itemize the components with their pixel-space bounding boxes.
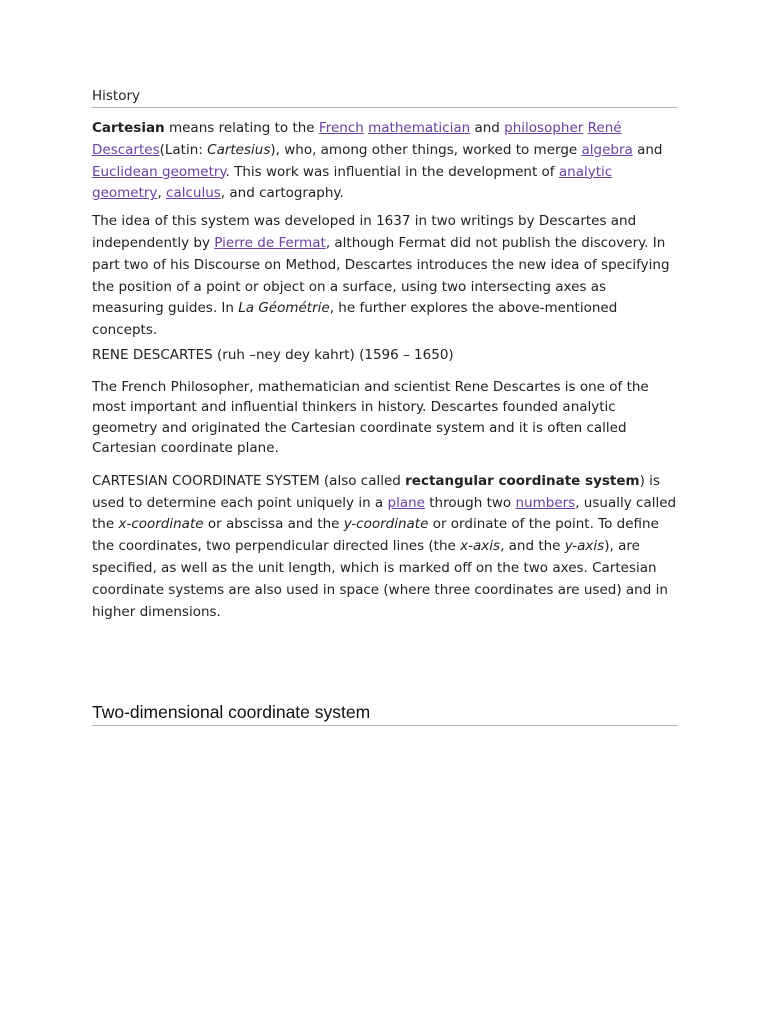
link-euclidean-geometry[interactable]: Euclidean geometry [92,163,226,180]
paragraph-cartesian-definition: Cartesian means relating to the French mathematician and philosopher René Descartes(Latin: Cartesius), who, among other things, worked to merge algebra and Euclidean geometry. This work was influential in the development of analytic geometry, calculus, and cartography. [92,120,663,202]
link-numbers[interactable]: numbers [515,494,576,511]
document-body [92,86,678,623]
link-mathematician[interactable]: mathematician [368,120,471,136]
latin-name: Cartesius [207,141,271,158]
link-french[interactable]: French [318,120,364,136]
book-title-la-geometrie: La Géométrie [238,300,330,317]
term-x-coordinate: x-coordinate [118,516,204,533]
two-dimensional-heading: Two-dimensional coordinate system [92,700,678,726]
paragraph-cartesian-coordinate-system: CARTESIAN COORDINATE SYSTEM (also called rectangular coordinate system) is used to determine each point uniquely in a plane through two numbers, usually called the x-coordinate or abscissa and the y-coordinate or ordinate of the point. To define the coordinates, two perpendicular directed lines (the x-axis, and the y-axis), are specified, as well as the unit length, which is marked off on the two axes. Cartesian coordinate systems are also used in space (where three coordinates are used) and in higher dimensions. [92,472,677,620]
link-philosopher[interactable]: philosopher [504,120,584,136]
link-analytic-geometry[interactable]: analytic geometry [92,163,613,202]
link-rene-descartes[interactable]: René Descartes [92,120,622,158]
link-algebra[interactable]: algebra [581,141,633,158]
term-rectangular-coordinate-system: rectangular coordinate system [405,472,640,489]
term-y-coordinate: y-coordinate [343,516,429,533]
paragraph-descartes-bio: The French Philosopher, mathematician and scientist Rene Descartes is one of the most important and influential thinkers in history. Descartes founded analytic geometry and originated the Cartesian coordinate system and it is often called Cartesian coordinate plane. [92,378,649,457]
term-y-axis: y-axis [564,538,605,555]
history-heading: History [92,86,678,108]
paragraph-system-origin: The idea of this system was developed in 1637 in two writings by Descartes and independently by Pierre de Fermat, although Fermat did not publish the discovery. In part two of his Discourse on Method, Descartes introduces the new idea of specifying the position of a point or object on a surface, using two intersecting axes as measuring guides. In La Géométrie, he further explores the above-mentioned concepts. [92,213,670,339]
link-plane[interactable]: plane [387,494,425,511]
term-x-axis: x-axis [460,538,501,555]
term-cartesian: Cartesian [92,120,165,136]
link-pierre-de-fermat[interactable]: Pierre de Fermat [214,234,326,251]
paragraph-rene-descartes-dates: RENE DESCARTES (ruh –ney dey kahrt) (1596 – 1650) [92,346,454,363]
link-calculus[interactable]: calculus [166,185,221,202]
